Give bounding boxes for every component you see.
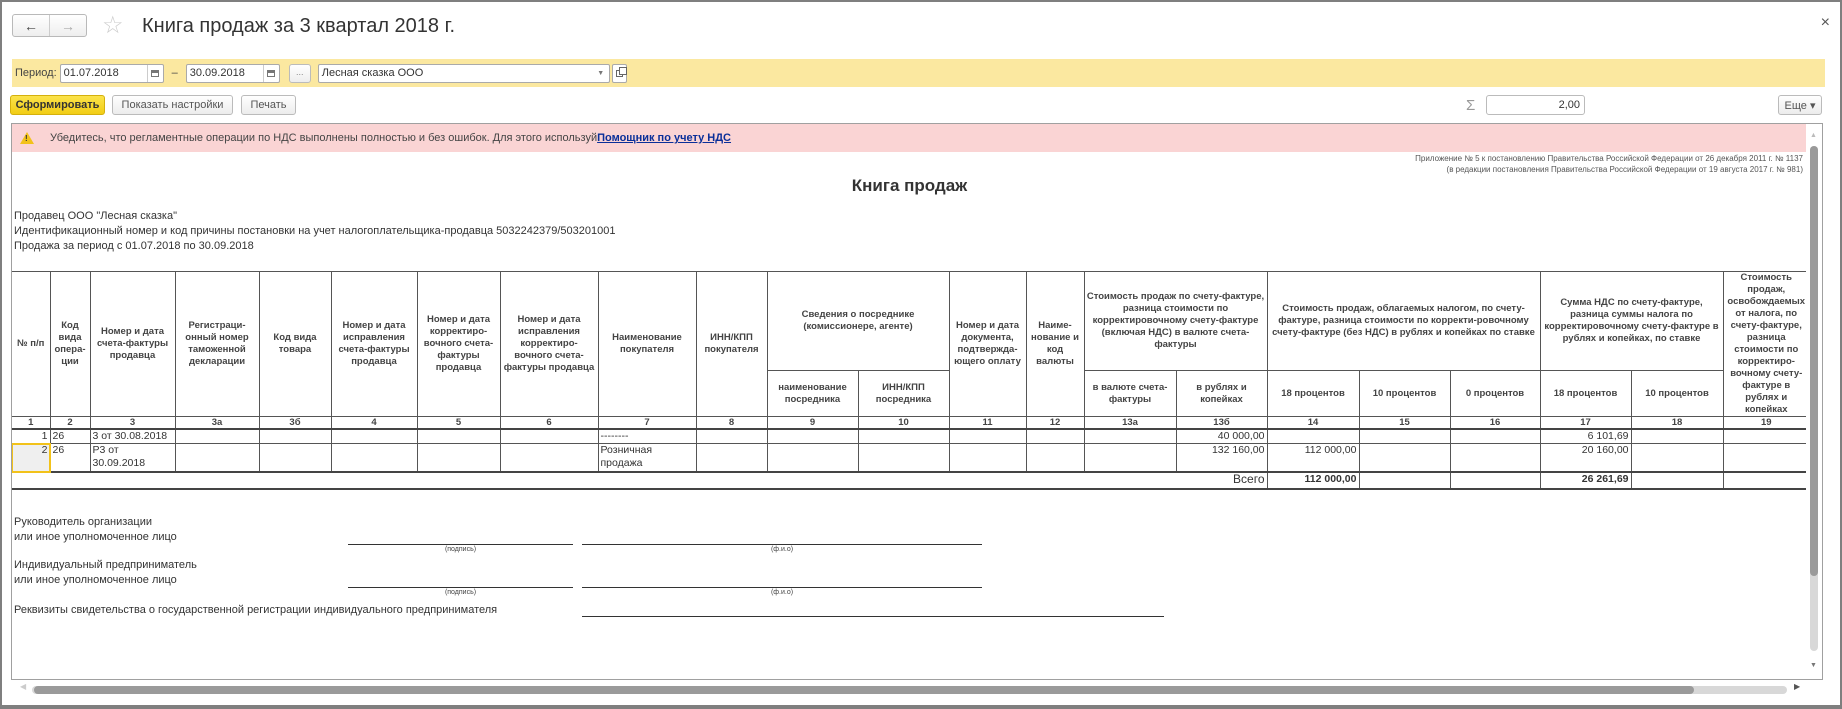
entrepreneur-label-line-1: Индивидуальный предприниматель [14,559,197,571]
back-button[interactable] [13,15,49,36]
head-name-line [582,544,982,545]
entrepreneur-label-line-2: или иное уполномоченное лицо [14,574,177,586]
header-group-sales-value: Стоимость продаж по счету-фактуре, разница стоимости по корректировочному счету-фактуре (включая НДС) в валюте счета-фактуры [1084,272,1267,371]
head-label-line-1: Руководитель организации [14,516,153,528]
header-c10: ИНН/КПП посредника [858,371,949,417]
header-c19: Стоимость продаж, освобождаемых от налога, по счету-фактуре, разница стоимости по корректиро-вочному счету-фактуре в рублях и копейках [1723,272,1809,417]
period-bar [12,59,1825,87]
cell-invoice[interactable]: Р3 от 30.09.2018 [90,444,175,472]
warning-banner [12,124,1807,152]
date-to-field[interactable] [186,64,280,83]
cell-number[interactable]: 1 [12,429,50,444]
scroll-left-icon[interactable]: ◀ [20,682,27,691]
header-c8: ИНН/КПП покупателя [696,272,767,417]
arrow-right-icon: → [61,17,75,34]
column-number: 4 [331,417,417,430]
entrepreneur-signature-hint: (подпись) [444,589,477,596]
header-c9: наименование посредника [767,371,858,417]
column-number: 1 [12,417,50,430]
report-period: Продажа за период с 01.07.2018 по 30.09.2018 [14,240,254,252]
date-from-field[interactable] [60,64,164,83]
column-number: 15 [1359,417,1450,430]
column-number: 8 [696,417,767,430]
cell-base-18[interactable]: 112 000,00 [1267,444,1359,472]
column-number: 17 [1540,417,1631,430]
date-to-value: 30.09.2018 [189,66,245,79]
cell-empty[interactable] [1723,429,1809,444]
cell-empty[interactable] [858,444,949,472]
cell-empty[interactable] [767,429,858,444]
navigation-buttons [12,14,87,37]
header-c16: 0 процентов [1450,371,1540,417]
column-number: 13а [1084,417,1176,430]
column-number: 7 [598,417,696,430]
vertical-scrollbar[interactable] [1806,124,1822,680]
entrepreneur-label [14,558,197,588]
column-number: 2 [50,417,90,430]
head-name-hint: (ф.и.о) [770,546,794,553]
header-c6: Номер и дата исправления корректиро-вочного счета-фактуры продавца [500,272,598,417]
cell-empty[interactable] [259,429,331,444]
cell-buyer[interactable]: Розничная продажа [598,444,696,472]
appendix-line-2: (в редакции постановления Правительства Российской Федерации от 19 августа 2017 г. № 981) [1446,165,1803,174]
column-number: 14 [1267,417,1359,430]
total-vat-18[interactable]: 26 261,69 [1540,472,1631,489]
header-c15: 10 процентов [1359,371,1450,417]
header-c13b: в рублях и копейках [1176,371,1267,417]
header-group-vat: Сумма НДС по счету-фактуре, разница суммы налога по корректировочному счету-фактуре в рублях и копейках, по ставке [1540,272,1723,371]
header-c3b: Код вида товара [259,272,331,417]
cell-empty[interactable] [696,444,767,472]
cell-operation-code[interactable]: 26 [50,429,90,444]
cell-empty[interactable] [1723,472,1809,489]
entrepreneur-name-line [582,587,982,588]
report-title: Книга продаж [851,176,968,195]
header-c13a: в валюте счета-фактуры [1084,371,1176,417]
forward-button[interactable] [49,15,86,36]
cell-empty[interactable] [331,429,417,444]
entrepreneur-signature-line [348,587,573,588]
arrow-left-icon: ← [24,17,38,34]
vertical-scroll-thumb[interactable] [1810,146,1818,576]
print-button[interactable]: Печать [241,95,296,115]
appendix-note [1415,153,1803,175]
column-number: 10 [858,417,949,430]
column-number: 3а [175,417,259,430]
total-base-18[interactable]: 112 000,00 [1267,472,1359,489]
column-number: 19 [1723,417,1809,430]
column-numbers-row [12,417,1809,430]
header-c18: 10 процентов [1631,371,1723,417]
head-label-line-2: или иное уполномоченное лицо [14,531,177,543]
organization-field[interactable] [318,64,610,83]
cell-value-rub[interactable]: 40 000,00 [1176,429,1267,444]
cell-empty[interactable] [696,429,767,444]
vat-assistant-link[interactable]: Помощник по учету НДС [597,132,732,144]
header-c12: Наиме-нование и код валюты [1026,272,1084,417]
header-c4: Номер и дата исправления счета-фактуры продавца [331,272,417,417]
column-number: 13б [1176,417,1267,430]
cell-empty[interactable] [1359,429,1450,444]
cell-operation-code[interactable]: 26 [50,444,90,472]
header-c7: Наименование покупателя [598,272,696,417]
cell-empty[interactable] [1450,472,1540,489]
entrepreneur-name-hint: (ф.и.о) [770,589,794,596]
cell-empty[interactable] [1631,472,1723,489]
page-title: Книга продаж за 3 квартал 2018 г. [142,15,455,37]
cell-number-selected[interactable]: 2 [12,444,50,472]
more-button[interactable]: Еще ▾ [1778,95,1822,115]
calendar-icon[interactable] [147,65,163,82]
open-window-icon [616,70,623,77]
chevron-down-icon[interactable]: ▼ [597,69,605,77]
registration-label: Реквизиты свидетельства о государственной регистрации индивидуального предпринимателя [14,604,498,616]
cell-empty[interactable] [500,444,598,472]
scroll-down-icon[interactable]: ▼ [1810,662,1817,669]
header-c3a: Регистраци-онный номер таможенной декларации [175,272,259,417]
cell-empty[interactable] [500,429,598,444]
cell-invoice[interactable]: 3 от 30.08.2018 [90,429,175,444]
seller-info: Продавец ООО "Лесная сказка" [14,210,177,222]
table-row[interactable] [12,429,1809,444]
header-c11: Номер и дата документа, подтвержда-ющего оплату [949,272,1026,417]
cell-vat-18[interactable]: 20 160,00 [1540,444,1631,472]
cell-empty[interactable] [1026,429,1084,444]
period-select-button[interactable]: ... [289,64,311,83]
header-group-intermediary: Сведения о посреднике (комиссионере, агенте) [767,272,949,371]
cell-empty[interactable] [1631,429,1723,444]
period-separator: – [171,67,178,79]
appendix-line-1: Приложение № 5 к постановлению Правительства Российской Федерации от 26 декабря 2011 г. № 1137 [1415,154,1803,163]
column-number: 5 [417,417,500,430]
head-signature-line [348,544,573,545]
head-label [14,515,177,545]
cell-empty[interactable] [949,429,1026,444]
column-number: 16 [1450,417,1540,430]
warning-icon: ! [20,132,34,144]
table-row[interactable] [12,444,1809,472]
organization-value: Лесная сказка ООО [321,66,424,79]
cell-empty[interactable] [1084,429,1176,444]
cell-empty[interactable] [417,444,500,472]
head-signature-hint: (подпись) [444,546,477,553]
favorite-star-icon[interactable]: ☆ [102,12,124,39]
column-number: 9 [767,417,858,430]
period-label: Период: [15,67,57,79]
header-c5: Номер и дата корректиро-вочного счета-фактуры продавца [417,272,500,417]
cell-empty[interactable] [1631,444,1723,472]
total-blank [12,472,1176,489]
total-label: Всего [1176,472,1267,489]
header-c1: № п/п [12,272,50,417]
header-c3: Номер и дата счета-фактуры продавца [90,272,175,417]
header-c17: 18 процентов [1540,371,1631,417]
cell-value-rub[interactable]: 132 160,00 [1176,444,1267,472]
scroll-right-icon[interactable]: ▶ [1794,682,1801,691]
cell-base-18[interactable] [1267,429,1359,444]
cell-empty[interactable] [175,429,259,444]
horizontal-scroll-thumb[interactable] [34,686,1694,694]
cell-vat-18[interactable]: 6 101,69 [1540,429,1631,444]
cell-empty[interactable] [259,444,331,472]
column-number: 3 [90,417,175,430]
report-area[interactable] [11,123,1823,680]
cell-empty[interactable] [1359,472,1450,489]
column-number: 6 [500,417,598,430]
sum-icon: Σ [1466,97,1476,114]
cell-empty[interactable] [949,444,1026,472]
cell-empty[interactable] [175,444,259,472]
close-icon[interactable]: × [1820,14,1830,31]
cell-buyer[interactable]: -------- [598,429,696,444]
column-number: 11 [949,417,1026,430]
cell-empty[interactable] [1084,444,1176,472]
cell-empty[interactable] [767,444,858,472]
cell-empty[interactable] [1450,429,1540,444]
cell-empty[interactable] [1359,444,1450,472]
date-from-value: 01.07.2018 [63,66,119,79]
column-number: 3б [259,417,331,430]
header-c2: Код вида опера-ции [50,272,90,417]
column-number: 12 [1026,417,1084,430]
sum-field[interactable]: 2,00 [1486,95,1585,115]
cell-empty[interactable] [1026,444,1084,472]
calendar-icon[interactable] [263,65,279,82]
open-organization-button[interactable] [612,64,627,83]
sales-book-table [12,271,1809,490]
cell-empty[interactable] [858,429,949,444]
total-row [12,472,1809,489]
cell-empty[interactable] [1450,444,1540,472]
cell-empty[interactable] [1723,444,1809,472]
column-number: 18 [1631,417,1723,430]
registration-line [582,616,1164,617]
scroll-up-icon[interactable]: ▲ [1810,132,1817,139]
generate-button[interactable]: Сформировать [10,95,105,115]
header-c14: 18 процентов [1267,371,1359,417]
cell-empty[interactable] [331,444,417,472]
show-settings-button[interactable]: Показать настройки [112,95,233,115]
header-group-taxable-value: Стоимость продаж, облагаемых налогом, по счету-фактуре, разница стоимости по корректи-ровочному счету-фактуре (без НДС) в рублях и копейках по ставке [1267,272,1540,371]
seller-inn: Идентификационный номер и код причины постановки на учет налогоплательщика-продавца 5032242379/503201001 [14,225,616,237]
warning-text: Убедитесь, что регламентные операции по НДС выполнены полностью и без ошибок. Для этого используй [50,132,598,144]
cell-empty[interactable] [417,429,500,444]
